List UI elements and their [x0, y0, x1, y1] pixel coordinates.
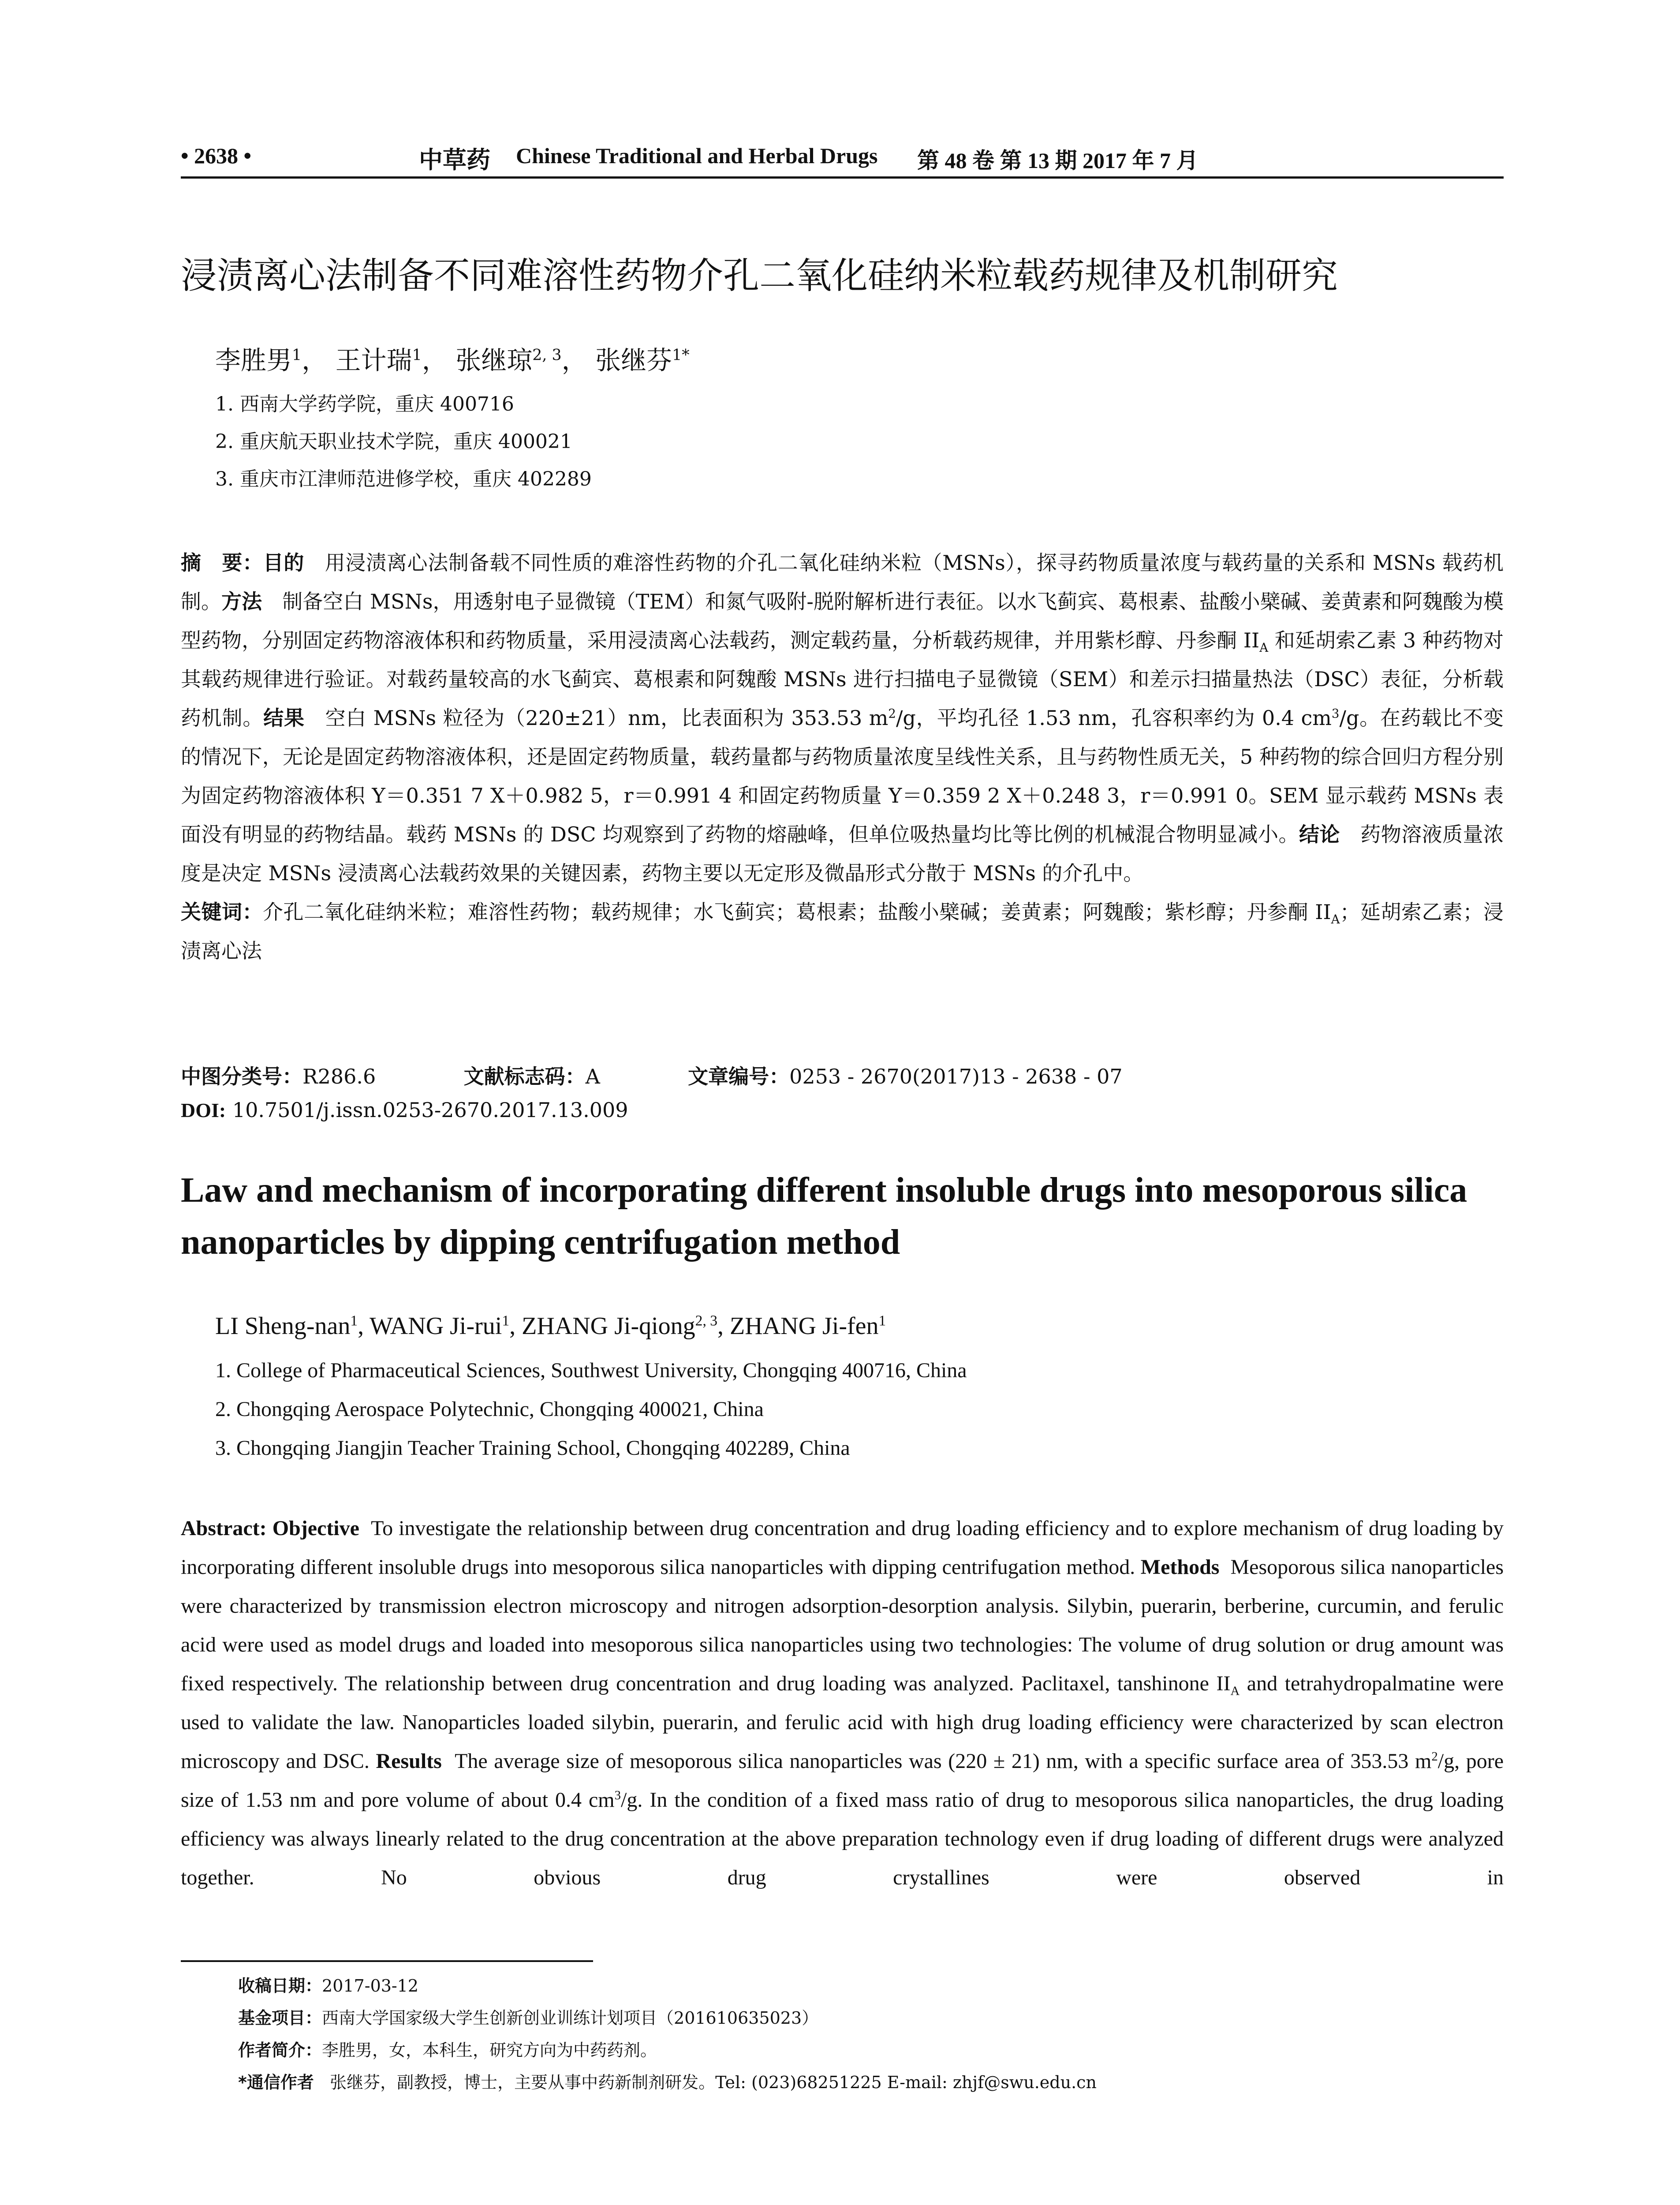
methods-en-subscript: A: [1230, 1684, 1240, 1698]
author-bio-label: 作者简介：: [238, 2041, 322, 2060]
volume-issue: 第 48 卷 第 13 期 2017 年 7 月: [917, 148, 1198, 173]
article-no-label: 文章编号：: [688, 1065, 790, 1088]
abstract-label: 摘 要：: [181, 551, 263, 575]
author-affiliation-mark-en: 1: [502, 1312, 510, 1329]
keywords-subscript: A: [1331, 912, 1340, 927]
affiliation-en-1: 1. College of Pharmaceutical Sciences, Southwest University, Chongqing 400716, China: [215, 1359, 967, 1382]
footnote-fund: [238, 2004, 818, 2029]
affiliation-cn-1: 1. 西南大学药学院，重庆 400716: [215, 393, 514, 415]
author-affiliation-mark: 2, 3: [532, 346, 562, 364]
journal-name-cn: 中草药: [419, 146, 490, 174]
results-text-3: /g。在药载比不变的情况下，无论是固定药物溶液体积，还是固定药物质量，载药量都与药物质量浓度呈线性关系，且与药物性质无关，5 种药物的综合回归方程分别为固定药物溶液体积 Y＝0.351 7 X＋0.982 5，r＝0.991 4 和固定药物质量 Y＝0.359 2 X＋0.248 3，r＝0.991 0。SEM 显示载药 MSNs 表面没有明显的药物结晶。载药 MSNs 的 DSC 均观察到了药物的熔融峰，但单位吸热量均比等比例的机械混合物明显减小。: [181, 706, 1504, 846]
page-number: • 2638 •: [181, 143, 252, 168]
results-en-text: The average size of mesoporous silica nanoparticles was (220 ± 21) nm, with a specific surface area of 353.53 m: [455, 1749, 1432, 1773]
journal-name-en: Chinese Traditional and Herbal Drugs: [516, 143, 878, 168]
objective-text: 用浸渍离心法制备载不同性质的难溶性药物的介孔二氧化硅纳米粒（MSNs），探寻药物质量浓度与载药量的关系和 MSNs 载药机制。: [181, 551, 1504, 613]
author-separator: ，: [422, 345, 448, 375]
clc-value: R286.6: [302, 1065, 376, 1088]
results-en-text-2: /g, pore size of 1.53 nm and pore volume of about 0.4 cm: [181, 1749, 1504, 1812]
results-text-2: /g，平均孔径 1.53 nm，孔容积率约为 0.4 cm: [896, 706, 1332, 730]
keywords-text: 介孔二氧化硅纳米粒；难溶性药物；载药规律；水飞蓟宾；葛根素；盐酸小檗碱；姜黄素；阿魏酸；紫杉醇；丹参酮 II: [262, 900, 1331, 924]
conclusion-label: 结论: [1299, 822, 1340, 846]
results-en-sup-1: 2: [1431, 1749, 1438, 1764]
author-affiliation-mark-en: 2, 3: [695, 1312, 718, 1329]
title-cn: 浸渍离心法制备不同难溶性药物介孔二氧化硅纳米粒载药规律及机制研究: [181, 255, 1338, 297]
authors-cn: [215, 340, 690, 377]
author-affiliation-mark-en: 1: [878, 1312, 886, 1329]
doc-code-label: 文献标志码：: [463, 1065, 586, 1088]
results-en-text-3: /g. In the condition of a fixed mass ratio of drug to mesoporous silica nanoparticles, the drug loading efficiency was always linearly related to the drug concentration at the above preparation technology even if drug loading of different drugs were analyzed together. No obvious drug crystallines were observed in: [181, 1788, 1504, 1889]
doc-code-value: A: [585, 1065, 600, 1088]
fund-value: 西南大学国家级大学生创新创业训练计划项目（201610635023）: [322, 2008, 819, 2028]
doi-line: [181, 1098, 628, 1122]
keywords-label: 关键词：: [181, 900, 263, 924]
objective-en-label: Objective: [272, 1517, 359, 1540]
results-sup-1: 2: [888, 706, 896, 721]
running-header: [181, 140, 1504, 176]
affiliation-en-2: 2. Chongqing Aerospace Polytechnic, Chongqing 400021, China: [215, 1398, 764, 1421]
header-rule: [181, 176, 1504, 179]
results-sup-2: 3: [1331, 706, 1340, 721]
author-separator: ，: [302, 345, 328, 375]
methods-en-label: Methods: [1140, 1555, 1220, 1579]
clc-label: 中图分类号：: [181, 1065, 302, 1088]
author-name: 张继芬: [595, 345, 672, 375]
author-affiliation-mark: 1: [412, 346, 422, 364]
article-no-value: 0253 - 2670(2017)13 - 2638 - 07: [789, 1065, 1123, 1088]
methods-en-text-2: and tetrahydropalmatine were used to validate the law. Nanoparticles loaded silybin, puerarin, and ferulic acid with high drug loading efficiency were characterized by scan electron microscopy and DSC.: [181, 1672, 1504, 1773]
affiliation-cn-3: 3. 重庆市江津师范进修学校，重庆 402289: [215, 468, 592, 490]
results-en-sup-2: 3: [614, 1788, 621, 1802]
author-name-en: ZHANG Ji-fen: [730, 1312, 879, 1340]
title-en: Law and mechanism of incorporating different insoluble drugs into mesoporous silica nanoparticles by dipping centrifugation method: [181, 1171, 1467, 1262]
abstract-cn: [181, 543, 1504, 970]
authors-en: LI Sheng-nan$^1$, WANG Ji-rui$^1$, ZHANG Ji-qiong$^{2, 3}$, ZHANG Ji-fen$^1$: [215, 1312, 886, 1340]
author-name: 王计瑞: [335, 345, 412, 375]
author-name-en: ZHANG Ji-qiong: [522, 1312, 695, 1340]
methods-subscript: A: [1259, 640, 1269, 655]
methods-en-text: Mesoporous silica nanoparticles were characterized by transmission electron microscopy and nitrogen adsorption-desorption analysis. Silybin, puerarin, berberine, curcumin, and ferulic acid were used as model drugs and loaded into mesoporous silica nanoparticles using two technologies: The volume of drug solution or drug amount was fixed respectively. The relationship between drug concentration and drug loading was analyzed. Paclitaxel, tanshinone II: [181, 1555, 1504, 1695]
methods-label: 方法: [221, 590, 262, 613]
received-value: 2017-03-12: [322, 1976, 419, 1996]
footnote-author: [238, 2037, 657, 2061]
corresponding-value: 张继芬，副教授，博士，主要从事中药新制剂研发。Tel: (023)68251225 E-mail: zhjf@swu.edu.cn: [330, 2073, 1097, 2092]
author-name: 张继琼: [455, 345, 533, 375]
results-label: 结果: [263, 706, 305, 730]
abstract-en: [181, 1509, 1504, 1897]
affiliation-cn-2: 2. 重庆航天职业技术学院，重庆 400021: [215, 430, 572, 453]
received-label: 收稿日期：: [238, 1976, 322, 1996]
methods-text-2: 和延胡索乙素 3 种药物对其载药规律进行验证。对载药量较高的水飞蓟宾、葛根素和阿魏酸 MSNs 进行扫描电子显微镜（SEM）和差示扫描量热法（DSC）表征，分析载药机制。: [181, 628, 1504, 730]
classification-line: [181, 1061, 1123, 1090]
footnote-corresponding: [238, 2069, 1097, 2093]
results-text: 空白 MSNs 粒径为（220±21）nm，比表面积为 353.53 m: [325, 706, 889, 730]
fund-label: 基金项目：: [238, 2008, 322, 2028]
author-affiliation-mark: 1*: [672, 346, 690, 364]
results-en-label: Results: [376, 1749, 442, 1773]
objective-label: 目的: [263, 551, 305, 575]
author-affiliation-mark: 1: [292, 346, 302, 364]
author-name: 李胜男: [215, 345, 292, 375]
keywords-text-2: ；延胡索乙素；浸渍离心法: [181, 900, 1504, 963]
author-affiliation-mark-en: 1: [350, 1312, 358, 1329]
author-bio-value: 李胜男，女，本科生，研究方向为中药药剂。: [322, 2041, 657, 2060]
author-name-en: LI Sheng-nan: [215, 1312, 351, 1340]
author-separator: ，: [561, 345, 587, 375]
abstract-en-label: Abstract:: [181, 1517, 267, 1540]
author-name-en: WANG Ji-rui: [370, 1312, 502, 1340]
corresponding-label: *通信作者: [238, 2073, 314, 2092]
objective-en-text: To investigate the relationship between drug concentration and drug loading efficiency and to explore mechanism of drug loading by incorporating different insoluble drugs into mesoporous silica nanoparticles with dipping centrifugation method.: [181, 1517, 1504, 1579]
conclusion-text: 药物溶液质量浓度是决定 MSNs 浸渍离心法载药效果的关键因素，药物主要以无定形及微晶形式分散于 MSNs 的介孔中。: [181, 822, 1504, 885]
doi-value: 10.7501/j.issn.0253-2670.2017.13.009: [232, 1098, 628, 1122]
doi-label: DOI:: [181, 1099, 226, 1121]
affiliation-en-3: 3. Chongqing Jiangjin Teacher Training School, Chongqing 402289, China: [215, 1436, 850, 1460]
footnote-rule: [181, 1960, 593, 1962]
methods-text: 制备空白 MSNs，用透射电子显微镜（TEM）和氮气吸附-脱附解析进行表征。以水飞蓟宾、葛根素、盐酸小檗碱、姜黄素和阿魏酸为模型药物，分别固定药物溶液体积和药物质量，采用浸渍离心法载药，测定载药量，分析载药规律，并用紫杉醇、丹参酮 II: [181, 590, 1504, 652]
footnote-received: [238, 1972, 418, 1996]
